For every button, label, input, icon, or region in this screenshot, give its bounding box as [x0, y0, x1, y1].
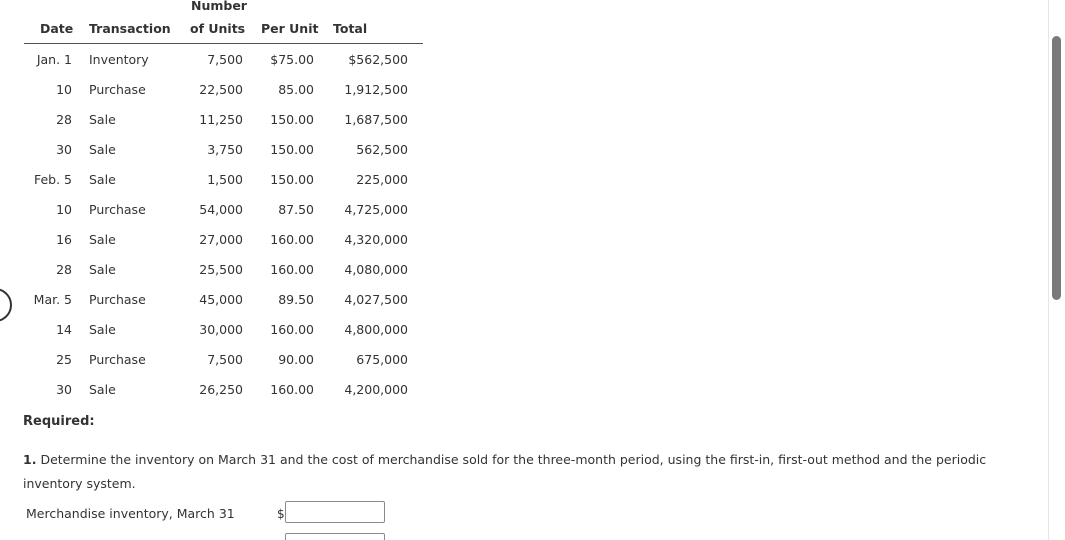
- row-date: 28: [56, 262, 72, 277]
- row-date: 30: [56, 142, 72, 157]
- table-row: [0, 172, 430, 192]
- row-date: 30: [56, 382, 72, 397]
- row-transaction: Sale: [89, 172, 116, 187]
- table-row: [0, 202, 430, 222]
- row-total: 1,687,500: [344, 112, 408, 127]
- row-total: 4,027,500: [344, 292, 408, 307]
- required-heading: Required:: [23, 414, 95, 429]
- row-date: 14: [56, 322, 72, 337]
- row-transaction: Sale: [89, 142, 116, 157]
- row-per-unit: 85.00: [278, 82, 314, 97]
- row-transaction: Sale: [89, 382, 116, 397]
- table-row: [0, 142, 430, 162]
- row-transaction: Purchase: [89, 202, 146, 217]
- row-transaction: Sale: [89, 322, 116, 337]
- row-transaction: Sale: [89, 112, 116, 127]
- header-total: Total: [333, 21, 368, 36]
- table-row: [0, 232, 430, 252]
- row-total: 562,500: [356, 142, 408, 157]
- header-units-line1: Number: [191, 0, 247, 13]
- row-per-unit: 87.50: [278, 202, 314, 217]
- row-units: 54,000: [199, 202, 243, 217]
- row-date: Mar. 5: [33, 292, 72, 307]
- cost-of-merchandise-sold-input[interactable]: [285, 533, 385, 540]
- row-per-unit: 89.50: [278, 292, 314, 307]
- row-transaction: Purchase: [89, 352, 146, 367]
- row-total: 675,000: [356, 352, 408, 367]
- row-units: 3,750: [207, 142, 243, 157]
- currency-symbol: $: [277, 507, 285, 521]
- table-row: [0, 382, 430, 402]
- row-units: 26,250: [199, 382, 243, 397]
- row-per-unit: 160.00: [270, 262, 314, 277]
- row-total: 1,912,500: [344, 82, 408, 97]
- row-per-unit: 90.00: [278, 352, 314, 367]
- table-row: [0, 82, 430, 102]
- row-units: 45,000: [199, 292, 243, 307]
- row-transaction: Sale: [89, 232, 116, 247]
- row-date: 16: [56, 232, 72, 247]
- row-per-unit: 160.00: [270, 232, 314, 247]
- table-row: [0, 112, 430, 132]
- row-transaction: Inventory: [89, 52, 149, 67]
- row-transaction: Purchase: [89, 82, 146, 97]
- row-units: 7,500: [207, 352, 243, 367]
- row-units: 11,250: [199, 112, 243, 127]
- row-date: 10: [56, 202, 72, 217]
- header-per-unit: Per Unit: [261, 21, 319, 36]
- merchandise-inventory-input[interactable]: [285, 501, 385, 523]
- row-units: 25,500: [199, 262, 243, 277]
- row-units: 1,500: [207, 172, 243, 187]
- row-total: 4,800,000: [344, 322, 408, 337]
- row-total: 4,200,000: [344, 382, 408, 397]
- table-row: [0, 262, 430, 282]
- question-1: [23, 448, 1033, 496]
- question-1-number: 1.: [23, 452, 37, 467]
- header-rule: [24, 43, 423, 44]
- scrollbar-thumb[interactable]: [1052, 36, 1061, 300]
- row-units: 7,500: [207, 52, 243, 67]
- row-per-unit: 150.00: [270, 112, 314, 127]
- row-transaction: Purchase: [89, 292, 146, 307]
- row-total: $562,500: [348, 52, 408, 67]
- row-date: 10: [56, 82, 72, 97]
- row-per-unit: 160.00: [270, 382, 314, 397]
- header-transaction: Transaction: [89, 21, 171, 36]
- table-row: [0, 322, 430, 342]
- row-transaction: Sale: [89, 262, 116, 277]
- row-per-unit: 160.00: [270, 322, 314, 337]
- row-per-unit: 150.00: [270, 142, 314, 157]
- row-units: 27,000: [199, 232, 243, 247]
- row-units: 30,000: [199, 322, 243, 337]
- table-row: [0, 292, 430, 312]
- table-row: [0, 52, 430, 72]
- row-units: 22,500: [199, 82, 243, 97]
- row-total: 4,725,000: [344, 202, 408, 217]
- row-per-unit: 150.00: [270, 172, 314, 187]
- row-per-unit: $75.00: [270, 52, 314, 67]
- row-total: 225,000: [356, 172, 408, 187]
- table-row: [0, 352, 430, 372]
- header-date: Date: [40, 21, 74, 36]
- header-units-line2: of Units: [190, 21, 246, 36]
- merchandise-inventory-label: Merchandise inventory, March 31: [26, 506, 235, 521]
- row-date: 28: [56, 112, 72, 127]
- row-date: 25: [56, 352, 72, 367]
- question-1-text: Determine the inventory on March 31 and the cost of merchandise sold for the three-month period, using the first-in, first-out method and the periodic inventory system.: [23, 452, 987, 491]
- row-total: 4,080,000: [344, 262, 408, 277]
- row-date: Jan. 1: [36, 52, 72, 67]
- row-total: 4,320,000: [344, 232, 408, 247]
- row-date: Feb. 5: [33, 172, 72, 187]
